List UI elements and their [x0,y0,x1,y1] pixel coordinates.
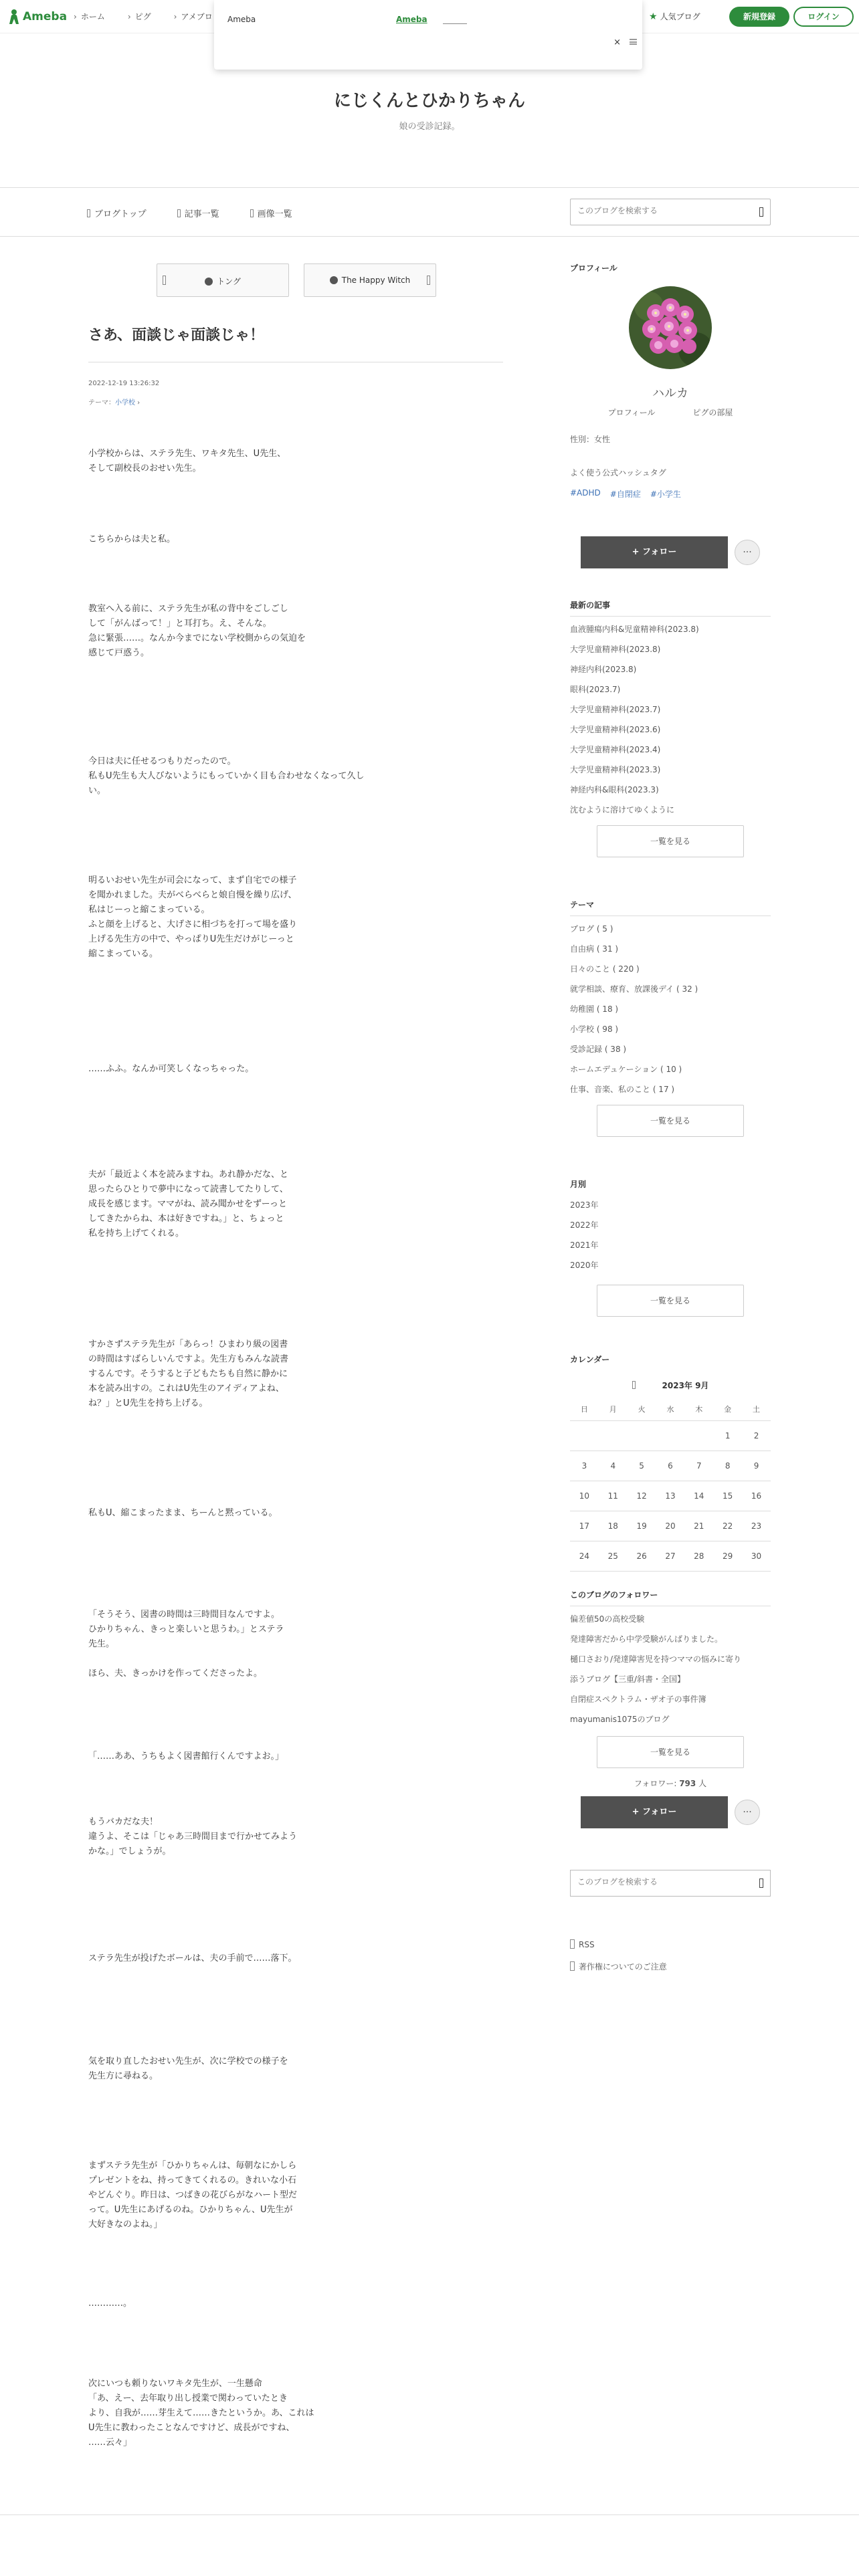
article-paragraph [88,2377,376,2450]
calendar-day[interactable]: 14 [684,1481,713,1511]
blog-search-input[interactable] [577,206,751,215]
login-button[interactable]: ログイン [793,7,854,27]
calendar-day[interactable]: 3 [570,1451,599,1481]
paragraph-line: プレゼントをね、持ってきてくれるの。きれいな小石 [88,2175,296,2185]
signup-button[interactable]: 新規登録 [729,7,789,27]
more-options-icon[interactable]: ··· [735,540,760,565]
paragraph-line: すかさずステラ先生が「あらっ！ひまわり級の図書 [88,1339,288,1350]
article-paragraph [88,2054,376,2084]
calendar-day[interactable]: 22 [713,1511,742,1541]
flower-photo-icon [629,286,712,369]
paragraph-line: 上げる先生方の中で、やっぱりU先生だけがじーっと [88,934,294,944]
article-title[interactable]: さあ、面談じゃ面談じゃ！ [88,324,503,362]
blog-search-box [570,199,771,225]
close-icon[interactable]: × [613,37,621,47]
follower-link[interactable]: 樋口さおり/発達障害児を持つママの悩みに寄り [570,1654,742,1664]
recent-entry-link[interactable]: 大学児童精神科(2023.8) [570,645,661,654]
recent-entry-link[interactable]: 大学児童精神科(2023.6) [570,725,661,734]
profile-heading: プロフィール [570,263,617,273]
paragraph-line: 夫が「最近よく本を読みますね。あれ静かだな、と [88,1170,289,1180]
calendar-day[interactable]: 25 [599,1541,628,1571]
ameba-logo-icon [8,9,20,25]
calendar-day [628,1420,656,1451]
recent-entry-link[interactable]: 血液腫瘍内科&児童精神科(2023.8) [570,625,699,634]
paragraph-line: ね？」とU先生を持ち上げる。 [88,1398,208,1408]
paragraph-line: するんです。そうすると子どもたちも自然に静かに [88,1369,288,1379]
calendar-day[interactable]: 16 [742,1481,771,1511]
paragraph-line: ひかりちゃん、きっと楽しいと思うわ。」とステラ [88,1624,284,1634]
paragraph-line: ほら、夫、きっかけを作ってくださったよ。 [88,1669,263,1679]
logo-text: Ameba [23,10,68,23]
paragraph-line: もうバカだな夫！ [88,1817,159,1827]
paragraph-line: 「あ、えー、去年取り出し授業で関わっていたとき [88,2393,288,2403]
paragraph-line: やどんぐり。昨日は、つばきの花びらがなハート型だ [88,2190,298,2200]
theme-link[interactable]: 日々のこと ( 220 ) [570,964,640,974]
follower-link[interactable]: 自閉症スペクトラム・ザオ子の事件簿 [570,1695,706,1704]
profile-link[interactable]: プロフィール [607,408,656,417]
follower-count-label: フォロワー: [634,1779,680,1788]
article-paragraph [88,1506,376,1521]
calendar-day [656,1420,685,1451]
home-icon [87,209,90,217]
calendar-day[interactable]: 20 [656,1511,685,1541]
paragraph-line: ……ふふ。なんか可笑しくなっちゃった。 [88,1064,254,1074]
theme-link[interactable]: ホームエデュケーション ( 10 ) [570,1065,682,1074]
paragraph-line: 違うよ、そこは「じゃあ三時間目まで行かせてみよう [88,1832,298,1842]
paragraph-line: ステラ先生が投げたボールは、夫の手前で……落下。 [88,1953,297,1963]
paragraph-line: 「そうそう、図書の時間は三時間目なんですよ。 [88,1610,280,1620]
weekday-header: 金 [713,1398,742,1420]
subnav-entry-list[interactable] [177,207,219,219]
paragraph-line: こちらからは夫と私。 [88,534,176,544]
followers-more-button[interactable]: 一覧を見る [597,1736,744,1768]
theme-link[interactable]: 受診記録 ( 38 ) [570,1045,627,1054]
paragraph-line: してきたからね、本は好きですね。」と、ちょっと [88,1214,284,1224]
weekday-header: 火 [628,1398,656,1420]
search-icon[interactable] [759,207,763,217]
account-popup [214,0,642,70]
subnav-blog-top[interactable] [87,207,147,219]
calendar-day[interactable]: 12 [628,1481,656,1511]
recent-more-button[interactable]: 一覧を見る [597,825,744,857]
calendar-day [570,1420,599,1451]
paragraph-line: 気を取り直したおせい先生が、次に学校での様子を [88,2056,288,2066]
subnav-label: ブログトップ [94,209,147,219]
sidebar-search-box [570,1870,771,1897]
month-link[interactable]: 2023年 [570,1200,599,1210]
image-icon [250,209,254,217]
paragraph-line: 先生。 [88,1639,115,1649]
profile-gender: 性別：女性 [570,435,611,444]
theme-link[interactable]: 幼稚園 ( 18 ) [570,1004,619,1014]
paragraph-line: 教室へ入る前に、ステラ先生が私の背中をごしごし [88,604,288,614]
article-paragraph [88,602,376,661]
theme-link[interactable]: 小学校 [115,399,135,407]
theme-list [570,899,771,1137]
recent-entry-link[interactable]: 神経内科(2023.8) [570,665,637,674]
calendar-day[interactable]: 27 [656,1541,685,1571]
rss-link[interactable]: RSS [570,1939,595,1949]
recent-entry-link[interactable]: 神経内科&眼科(2023.3) [570,785,659,794]
follower-link[interactable]: 発達障害だから中学受験がんばりました。 [570,1634,723,1644]
article-header [88,324,503,407]
theme-label: テーマ： [88,399,115,407]
hashtag-link[interactable]: #自閉症 [609,490,641,499]
article-paragraph [88,873,376,962]
follow-button[interactable]: + フォロー [581,536,728,568]
profile-heading-wrap [570,262,771,279]
paragraph-line: 私はじーっと縮こまっている。 [88,905,210,915]
calendar-month [570,1380,771,1391]
article-paragraph [88,1062,376,1077]
popup-title: Ameba [227,15,256,24]
more-options-icon-2[interactable]: ··· [735,1800,760,1825]
article-paragraph [88,1951,376,1966]
global-nav [74,11,213,22]
copyright-notice-link[interactable]: 著作権についてのご注意 [570,1961,667,1972]
calendar-table [570,1398,771,1572]
calendar-day[interactable]: 9 [742,1451,771,1481]
paragraph-line: 私を持ち上げてくれる。 [88,1228,185,1239]
paragraph-line: そして副校長のおせい先生。 [88,463,201,473]
month-link[interactable]: 2020年 [570,1261,599,1270]
paragraph-line: 成長を感じます。ママがね、読み聞かせをずーっと [88,1199,288,1209]
article-paragraph [88,1815,376,1859]
calendar-day[interactable]: 10 [570,1481,599,1511]
nav-ameblo[interactable]: › アメブロ [174,11,213,22]
article-paragraph [88,754,376,798]
followers-heading: このブログのフォロワー [570,1589,771,1606]
paragraph-line: ふと顔を上げると、大げさに相づちを打って場を盛り [88,920,298,930]
calendar-day[interactable]: 8 [713,1451,742,1481]
recent-entry-link[interactable]: 大学児童精神科(2023.7) [570,705,661,714]
paragraph-line: 次にいつも頼りないワキタ先生が、一生懸命 [88,2379,262,2389]
next-entry-label: The Happy Witch [304,276,436,285]
next-entry-button[interactable] [304,263,436,297]
article-paragraph [88,2159,376,2232]
paragraph-line: 縮こまっている。 [88,949,159,959]
popular-blog-link[interactable] [649,11,700,22]
hashtag-link[interactable]: #ADHD [570,488,601,498]
footer-divider [0,2514,859,2515]
star-icon: ★ [649,11,658,22]
article-paragraph [88,1168,376,1241]
prev-entry-label: トング [157,276,288,287]
list-icon [177,209,181,217]
follower-link[interactable]: 添うブログ【三重/斜書・全国】 [570,1675,686,1684]
paragraph-line: …………。 [88,2298,132,2309]
calendar-day[interactable]: 26 [628,1541,656,1571]
paragraph-line: 今日は夫に任せるつもりだったので。 [88,756,236,766]
calendar-day[interactable]: 19 [628,1511,656,1541]
popup-underline [443,23,467,24]
paragraph-line: の時間はすばらしいんですよ。先生方もみんな読書 [88,1354,289,1364]
weekday-header: 木 [684,1398,713,1420]
paragraph-line: 私もU先生も大人びないようにもっていかく目も合わせなくなって久しい。 [88,771,365,796]
calendar-day[interactable]: 24 [570,1541,599,1571]
profile-links [570,407,771,418]
calendar-day[interactable]: 17 [570,1511,599,1541]
month-link[interactable]: 2021年 [570,1241,599,1250]
menu-icon[interactable] [630,39,637,45]
recent-heading: 最新の記事 [570,599,771,617]
paragraph-line: 思ったらひとりで夢中になって読書してたりして、 [88,1184,288,1194]
calendar-day[interactable]: 29 [713,1541,742,1571]
paragraph-line [88,1652,376,1667]
calendar-day[interactable]: 1 [713,1420,742,1451]
theme-link[interactable]: 自由病 ( 31 ) [570,944,619,954]
hashtag-heading: よく使う公式ハッシュタグ [570,468,666,477]
monthly-archive [570,1178,771,1317]
article-date: 2022-12-19 13:26:32 [88,380,160,387]
calendar-day[interactable]: 23 [742,1511,771,1541]
calendar-day[interactable]: 5 [628,1451,656,1481]
weekday-header: 月 [599,1398,628,1420]
follower-link[interactable]: mayumanis1075のブログ [570,1715,670,1724]
followers [570,1589,771,1789]
paragraph-line: 急に緊張……。なんか今までにない学校側からの気迫を [88,633,306,643]
recent-entry-link[interactable]: 大学児童精神科(2023.3) [570,765,661,774]
article-paragraph [88,532,376,547]
recent-entry-link[interactable]: 沈むように溶けてゆくように [570,805,675,815]
follower-link[interactable]: 偏差値50の高校受験 [570,1614,645,1624]
calendar-day[interactable]: 6 [656,1451,685,1481]
paragraph-line: かな。」でしょうが。 [88,1846,171,1856]
popular-blog-label: 人気ブログ [660,12,700,21]
calendar-day [684,1420,713,1451]
popup-ameba-link[interactable]: Ameba [396,15,427,24]
follower-count-unit: 人 [696,1779,707,1788]
paragraph-line: U先生に教わったことなんですけど、成長がですね、 [88,2423,295,2433]
article-theme: テーマ：小学校 › [88,399,140,407]
search-icon[interactable] [759,1879,763,1888]
sidebar-search-input[interactable] [577,1877,751,1887]
paragraph-line: 私もU、縮こまったまま、ちーんと黙っている。 [88,1508,278,1518]
calendar-day[interactable]: 2 [742,1420,771,1451]
paragraph-line: 先生方に尋ねる。 [88,2071,159,2081]
paragraph-line: 「……ああ、うちもよく図書館行くんですよお。」 [88,1751,284,1761]
calendar-day[interactable]: 15 [713,1481,742,1511]
chevron-right-icon [427,276,430,285]
paragraph-line: して「がんばって！」と耳打ち。え、そんな。 [88,619,272,629]
weekday-header: 日 [570,1398,599,1420]
nav-pigg[interactable]: › ピグ [128,11,151,22]
ameba-logo[interactable] [8,8,67,25]
calendar-day [599,1420,628,1451]
paragraph-line: まずステラ先生が「ひかりちゃんは、毎朝なにかしら [88,2161,297,2171]
paragraph-line: 感じて戸惑う。 [88,648,150,658]
theme-heading: テーマ [570,899,771,916]
paragraph-line: ……云々」 [88,2438,132,2448]
calendar-day[interactable]: 21 [684,1511,713,1541]
nav-home[interactable]: › ホーム [74,11,105,22]
monthly-heading: 月別 [570,1180,587,1189]
profile-name[interactable]: ハルカ [652,387,688,401]
theme-link[interactable]: 小学校 ( 98 ) [570,1025,619,1034]
paragraph-line: を聞かれました。夫がべらべらと娘自慢を繰り広げ、 [88,890,297,900]
calendar-day[interactable]: 13 [656,1481,685,1511]
calendar-day[interactable]: 28 [684,1541,713,1571]
recent-entry-link[interactable]: 眼科(2023.7) [570,685,621,694]
theme-link[interactable]: ブログ ( 5 ) [570,924,613,934]
article-paragraph [88,1608,376,1681]
calendar-day[interactable]: 4 [599,1451,628,1481]
subnav-label: 画像一覧 [257,209,292,219]
calendar [570,1354,771,1572]
theme-link[interactable]: 就学相談、療育、放課後デイ ( 32 ) [570,984,698,994]
paragraph-line: 本を読み出すの。これはU先生のアイディアよね、 [88,1384,284,1394]
prev-entry-button[interactable] [157,263,289,297]
calendar-heading: カレンダー [570,1355,610,1364]
hashtag-link[interactable]: #小学生 [650,490,681,499]
paragraph-line: って。U先生にあげるのね。ひかりちゃん、U先生が [88,2205,293,2215]
pigg-room-link[interactable]: ピグの部屋 [692,408,733,417]
subnav-label: 記事一覧 [184,209,219,219]
calendar-day[interactable]: 7 [684,1451,713,1481]
weekday-header: 水 [656,1398,685,1420]
follow-button-2[interactable]: + フォロー [581,1796,728,1828]
follower-count [570,1778,771,1789]
entry-pager [157,263,436,297]
blog-subnav [0,187,859,237]
recent-entry-link[interactable]: 大学児童精神科(2023.4) [570,745,661,754]
subnav-image-list[interactable] [250,207,292,219]
theme-link[interactable]: 仕事、音楽、私のこと ( 17 ) [570,1085,675,1094]
blog-description: 娘の受診記録。 [399,122,460,132]
profile-avatar[interactable] [629,286,712,369]
article-paragraph [88,1337,376,1411]
chevron-left-icon[interactable] [632,1381,636,1389]
paragraph-line: 小学校からは、ステラ先生、ワキタ先生、U先生、 [88,449,286,459]
hashtag-list [570,488,681,500]
article-paragraph [88,2296,376,2311]
paragraph-line: 大好きなのよね。」 [88,2220,163,2230]
calendar-day[interactable]: 18 [599,1511,628,1541]
month-link[interactable]: 2022年 [570,1220,599,1230]
theme-more-button[interactable]: 一覧を見る [597,1105,744,1137]
paragraph-line: 明るいおせい先生が司会になって、まず自宅での様子 [88,875,297,885]
weekday-header: 土 [742,1398,771,1420]
blog-title[interactable]: にじくんとひかりちゃん [333,91,525,111]
calendar-day[interactable]: 11 [599,1481,628,1511]
calendar-month-label: 2023年 9月 [662,1381,709,1390]
recent-entries [570,599,771,857]
follower-count-value: 793 [679,1779,696,1788]
monthly-more-button[interactable]: 一覧を見る [597,1285,744,1317]
article-paragraph [88,447,376,476]
paragraph-line: より、自我が……芽生えて……きたというか。あ、これは [88,2408,314,2418]
article-paragraph [88,1749,376,1764]
calendar-day[interactable]: 30 [742,1541,771,1571]
